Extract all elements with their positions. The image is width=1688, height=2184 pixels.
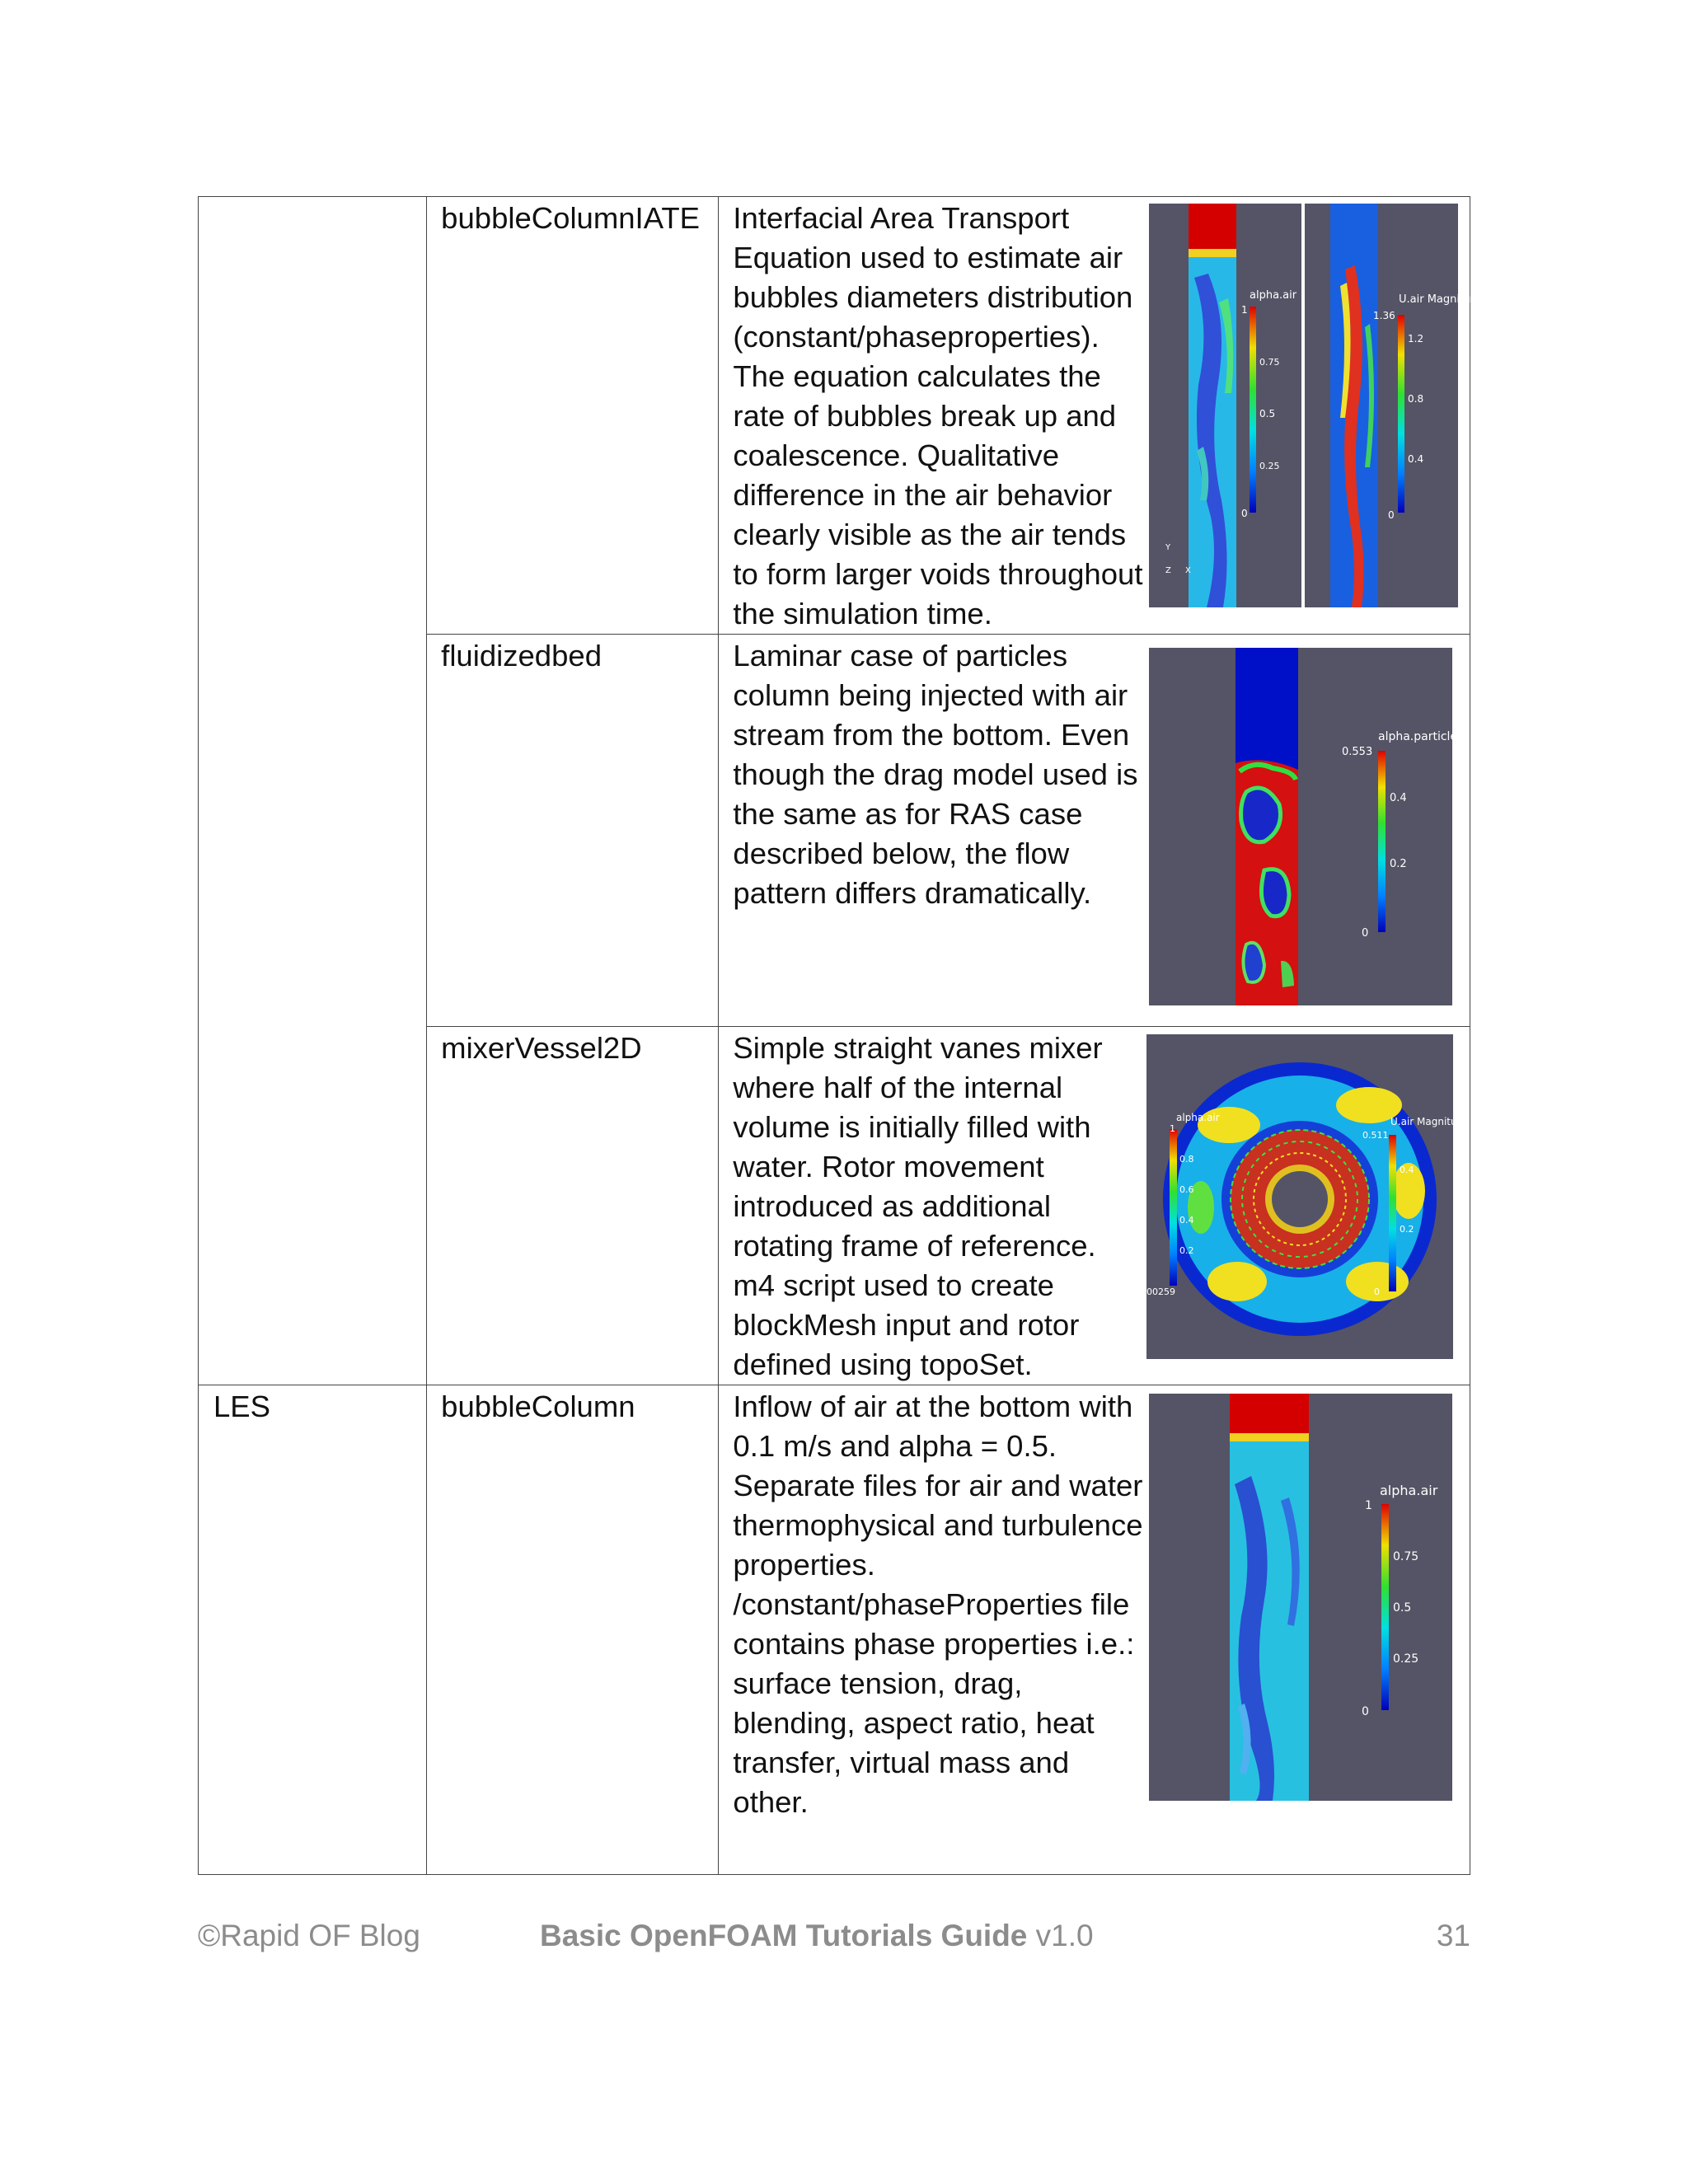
guide-title: Basic OpenFOAM Tutorials Guide (540, 1919, 1028, 1952)
svg-text:1.36: 1.36 (1373, 310, 1396, 321)
svg-text:0: 0 (1362, 1705, 1370, 1718)
description-cell (719, 635, 1470, 1027)
svg-text:U.air Magnitude: U.air Magnitude (1390, 1116, 1470, 1127)
svg-text:0.75: 0.75 (1259, 357, 1280, 368)
svg-text:1: 1 (1170, 1123, 1176, 1134)
category-cell-empty (199, 197, 427, 1385)
svg-text:Z: Z (1165, 566, 1172, 575)
bubblecolumniate-figure (1149, 204, 1471, 634)
svg-text:0.511: 0.511 (1362, 1130, 1389, 1141)
tutorial-name: bubbleColumn (441, 1390, 635, 1423)
svg-text:00259: 00259 (1146, 1286, 1176, 1297)
svg-text:0.8: 0.8 (1408, 393, 1424, 405)
simulation-image (1146, 1034, 1470, 1359)
svg-text:0.2: 0.2 (1179, 1245, 1194, 1256)
tutorial-description: Interfacial Area Transport Equation used to estimate air bubbles diameters distribution (constant/phaseproperties). The equation calculates the rate of bubbles break up and coalescence. Qualitative difference in the air behavior clearly visible as the air tends to form larger voids throughout the simulation time. (733, 201, 1143, 630)
svg-text:0.4: 0.4 (1408, 453, 1424, 465)
page-number: 31 (1436, 1919, 1470, 1952)
footer-guide-title (540, 1919, 1094, 1953)
svg-text:alpha.air: alpha.air (1176, 1112, 1221, 1123)
svg-text:0.8: 0.8 (1179, 1154, 1194, 1165)
svg-text:0: 0 (1362, 927, 1369, 940)
tutorial-name-cell (427, 197, 719, 635)
category-cell (199, 1385, 427, 1875)
table-row (199, 197, 1470, 635)
svg-text:0.4: 0.4 (1390, 792, 1408, 804)
svg-text:0.75: 0.75 (1393, 1550, 1419, 1563)
description-cell (719, 197, 1470, 635)
svg-text:0.2: 0.2 (1390, 858, 1408, 870)
svg-text:1: 1 (1241, 304, 1249, 316)
tutorial-name-cell (427, 1027, 719, 1385)
svg-text:0.5: 0.5 (1393, 1601, 1412, 1615)
svg-text:0: 0 (1374, 1286, 1381, 1297)
svg-text:0.4: 0.4 (1179, 1215, 1194, 1226)
bubblecolumn-figure (1149, 1394, 1452, 1822)
tutorial-name-cell (427, 635, 719, 1027)
guide-version: v1.0 (1027, 1919, 1094, 1952)
tutorial-description: Inflow of air at the bottom with 0.1 m/s and alpha = 0.5. Separate files for air and water thermophysical and turbulence properties. /constant/phaseProperties file contains phase properties i.e.: surface tension, drag, blending, aspect ratio, heat transfer, virtual mass and other. (733, 1390, 1143, 1819)
description-cell (719, 1027, 1470, 1385)
mixervessel2d-figure (1146, 1034, 1470, 1385)
fluidizedbed-figure (1149, 648, 1458, 1005)
svg-text:Y: Y (1165, 543, 1171, 552)
svg-text:0.4: 0.4 (1400, 1165, 1414, 1175)
tutorials-table (198, 196, 1470, 1875)
svg-text:1.2: 1.2 (1408, 333, 1424, 344)
simulation-image (1149, 1394, 1452, 1801)
description-cell (719, 1385, 1470, 1875)
svg-text:0.25: 0.25 (1259, 461, 1280, 471)
page-footer (198, 1919, 1470, 1960)
svg-text:0: 0 (1241, 508, 1249, 519)
tutorial-name: bubbleColumnIATE (441, 201, 700, 235)
tutorial-description: Simple straight vanes mixer where half of the internal volume is initially filled with water. Rotor movement introduced as additional rotating frame of reference. m4 script used to create blockMesh input and rotor defined using topoSet. (733, 1031, 1103, 1381)
table-row (199, 1385, 1470, 1875)
tutorial-name: fluidizedbed (441, 639, 602, 673)
svg-text:alpha.air: alpha.air (1250, 289, 1297, 302)
svg-text:0.6: 0.6 (1179, 1184, 1194, 1195)
svg-text:0.25: 0.25 (1393, 1652, 1419, 1666)
tutorial-name-cell (427, 1385, 719, 1875)
tutorial-description: Laminar case of particles column being injected with air stream from the bottom. Even though the drag model used is the same as for RAS case described below, the flow pattern differs dramatically. (733, 639, 1138, 910)
footer-copyright: ©Rapid OF Blog (198, 1919, 420, 1952)
svg-text:alpha.particle: alpha.particle (1378, 730, 1458, 743)
svg-text:U.air Magnitu: U.air Magnitu (1399, 293, 1471, 306)
svg-text:X: X (1185, 566, 1192, 575)
svg-text:alpha.air: alpha.air (1380, 1483, 1438, 1498)
category-label: LES (213, 1390, 270, 1423)
simulation-image (1149, 648, 1458, 1005)
svg-text:0.5: 0.5 (1259, 408, 1276, 419)
svg-text:0.2: 0.2 (1400, 1224, 1414, 1235)
svg-text:1: 1 (1365, 1499, 1373, 1512)
svg-text:0: 0 (1388, 509, 1395, 521)
tutorial-name: mixerVessel2D (441, 1031, 642, 1065)
simulation-image (1149, 204, 1471, 607)
svg-text:0.553: 0.553 (1342, 746, 1373, 758)
